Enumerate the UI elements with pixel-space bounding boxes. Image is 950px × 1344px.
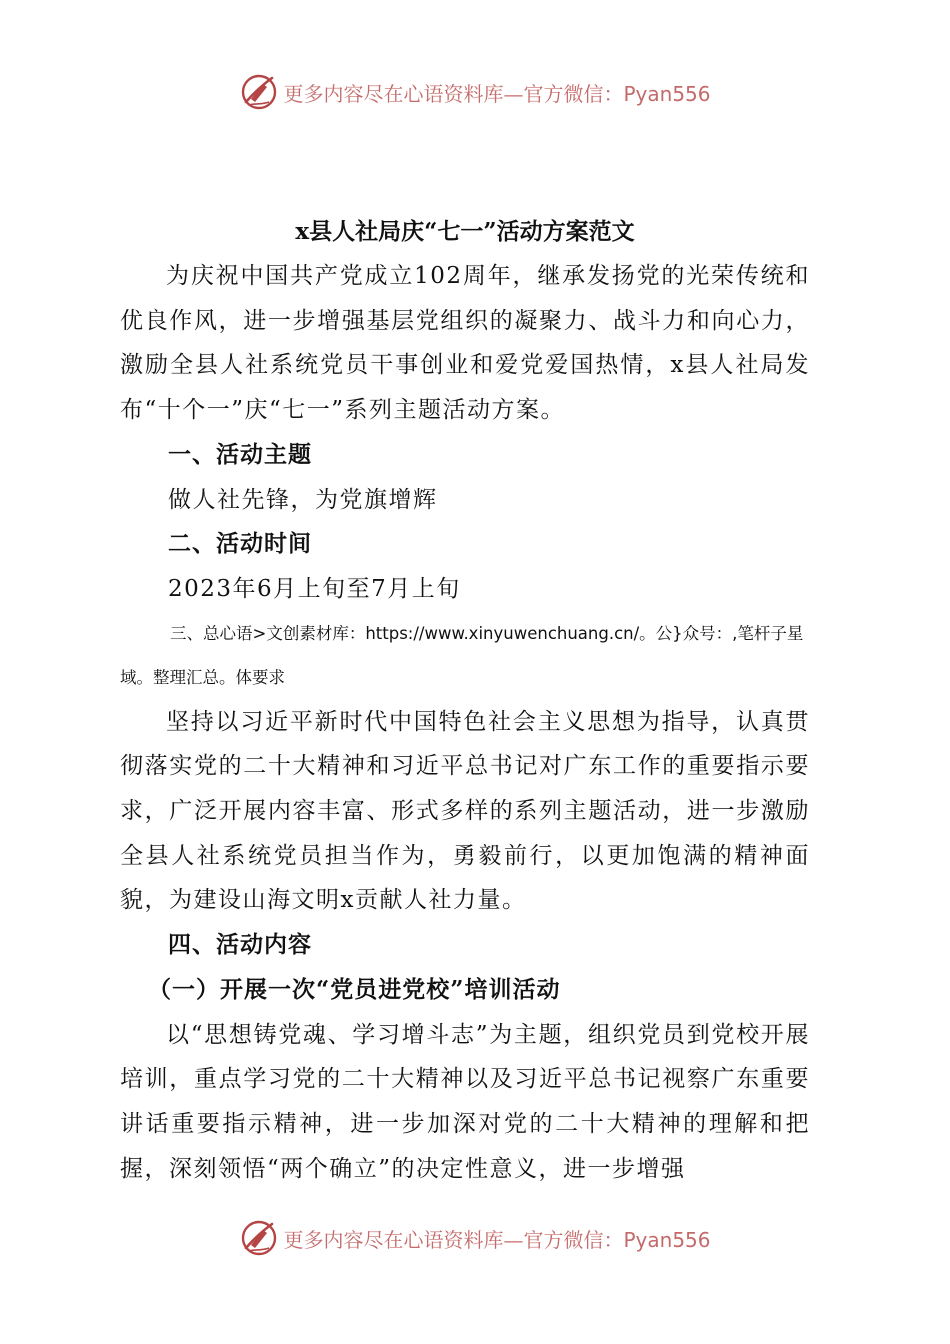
section-3-body: 坚持以习近平新时代中国特色社会主义思想为指导，认真贯彻落实党的二十大精神和习近平总书记对广东工作的重要指示要求，广泛开展内容丰富、形式多样的系列主题活动，进一步激励全县人社系统党员担当作为，勇毅前行，以更加饱满的精神面貌，为建设山海文明x贡献人社力量。 (120, 708, 810, 914)
header-banner (0, 68, 950, 116)
footer-banner (0, 1214, 950, 1262)
section-3-heading-note: 三、总心语>文创素材库：https://www.xinyuwenchuang.cn/。公}众号：,笔杆子星域。整理汇总。体要求 (120, 623, 804, 687)
banner-text-cn: 更多内容尽在心语资料库—官方微信： (283, 1227, 624, 1252)
section-4-sub1-body: 以“思想铸党魂、学习增斗志”为主题，组织党员到党校开展培训，重点学习党的二十大精神以及习近平总书记视察广东重要讲话重要指示精神，进一步加深对党的二十大精神的理解和把握，深刻领悟“两个确立”的决定性意义，进一步增强 (120, 1021, 810, 1182)
intro-paragraph: 为庆祝中国共产党成立102周年，继承发扬党的光荣传统和优良作风，进一步增强基层党组织的凝聚力、战斗力和向心力，激励全县人社系统党员干事创业和爱党爱国热情，x县人社局发布“十个一”庆“七一”系列主题活动方案。 (120, 263, 810, 424)
document-title: x县人社局庆“七一”活动方案范文 (295, 218, 635, 245)
banner-wechat-id: Pyan556 (623, 1227, 711, 1252)
banner-text (283, 1224, 710, 1253)
banner-text-cn: 更多内容尽在心语资料库—官方微信： (283, 81, 624, 106)
banner-text (283, 78, 710, 107)
section-4-heading: 四、活动内容 (168, 931, 312, 959)
pen-circle-logo-icon (239, 72, 279, 112)
section-4-subheading-1: （一）开展一次“党员进党校”培训活动 (148, 975, 561, 1003)
document-body (120, 210, 810, 1191)
section-1-body: 做人社先锋，为党旗增辉 (168, 486, 438, 513)
pen-circle-logo-icon (239, 1218, 279, 1258)
banner-wechat-id: Pyan556 (623, 81, 711, 106)
section-1-heading: 一、活动主题 (168, 440, 312, 468)
section-2-body: 2023年6月上旬至7月上旬 (168, 575, 461, 602)
section-2-heading: 二、活动时间 (168, 530, 312, 558)
